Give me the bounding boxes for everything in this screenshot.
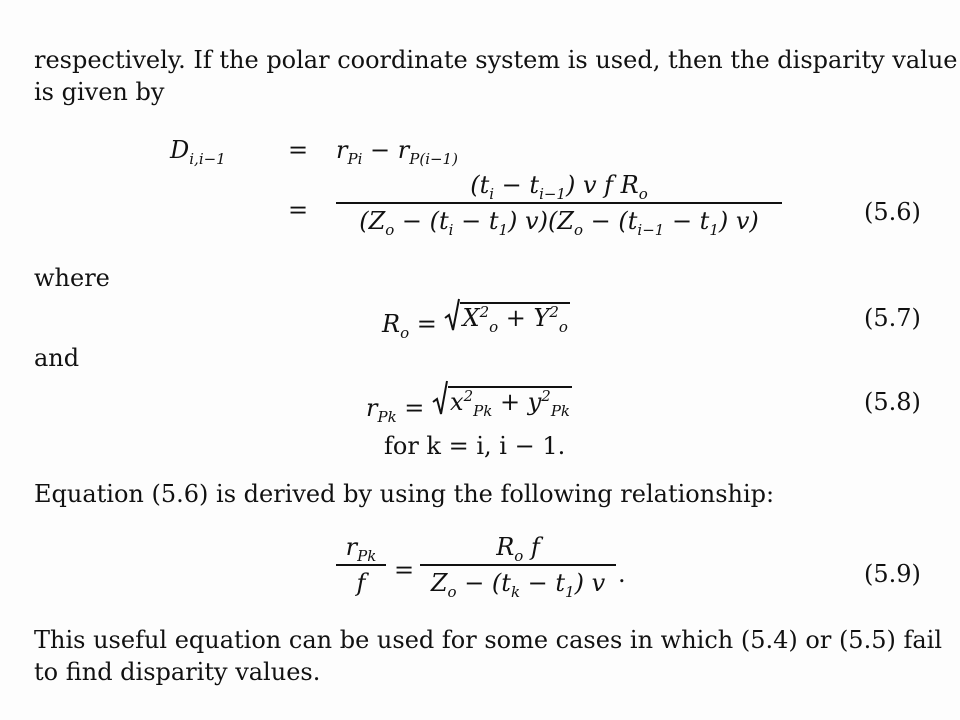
- eq56-eq-2: =: [288, 196, 309, 224]
- intro-line-1: respectively. If the polar coordinate system is used, then the disparity value: [34, 46, 958, 74]
- eq57: $R_o$ = $X^2_o + Y^2_o$: [382, 298, 570, 338]
- eq-number-5-9: (5.9): [864, 560, 921, 588]
- eq-number-5-7: (5.7): [864, 304, 921, 332]
- eq56-fraction: [336, 170, 782, 239]
- closing-line-2: to find disparity values.: [34, 658, 321, 686]
- equation-sentence: Equation (5.6) is derived by using the following relationship:: [34, 480, 775, 508]
- closing-line-1: This useful equation can be used for some cases in which (5.4) or (5.5) fail: [34, 626, 943, 654]
- and-label: and: [34, 344, 80, 372]
- eq58-sqrt: $x^2_{Pk} + y^2_{Pk}$: [432, 380, 572, 416]
- eq59-period: .: [618, 560, 626, 588]
- eq59-left-fraction: $r_{Pk}$ f: [336, 532, 386, 598]
- eq57-sqrt: $X^2_o + Y^2_o$: [444, 298, 569, 332]
- eq56-rhs: $r_{Pi} - r_{P(i-1)}$: [336, 136, 458, 168]
- eq56-eq-1: =: [288, 136, 309, 164]
- eq56-lhs-sub: i,i−1: [189, 149, 226, 168]
- for-condition: for k = i, i − 1.: [384, 432, 566, 460]
- eq56-numerator: $(t_i - t_{i-1})$ v f $R_o$: [470, 171, 648, 203]
- eq56-lhs: D: [170, 136, 190, 164]
- eq56-line1: [170, 136, 226, 168]
- eq-number-5-8: (5.8): [864, 388, 921, 416]
- eq59-right-fraction: $R_o$ f $Z_o - (t_k - t_1)$ v: [420, 532, 616, 598]
- where-label: where: [34, 264, 110, 292]
- eq58: $r_{Pk}$ = $x^2_{Pk} + y^2_{Pk}$: [366, 380, 572, 422]
- intro-line-2: is given by: [34, 78, 165, 106]
- eq59-eq: =: [394, 556, 415, 584]
- eq-number-5-6: (5.6): [864, 198, 921, 226]
- eq56-denominator: $(Z_o - (t_i - t_1) v)(Z_o - (t_{i-1} - t_1)$ v): [359, 207, 759, 239]
